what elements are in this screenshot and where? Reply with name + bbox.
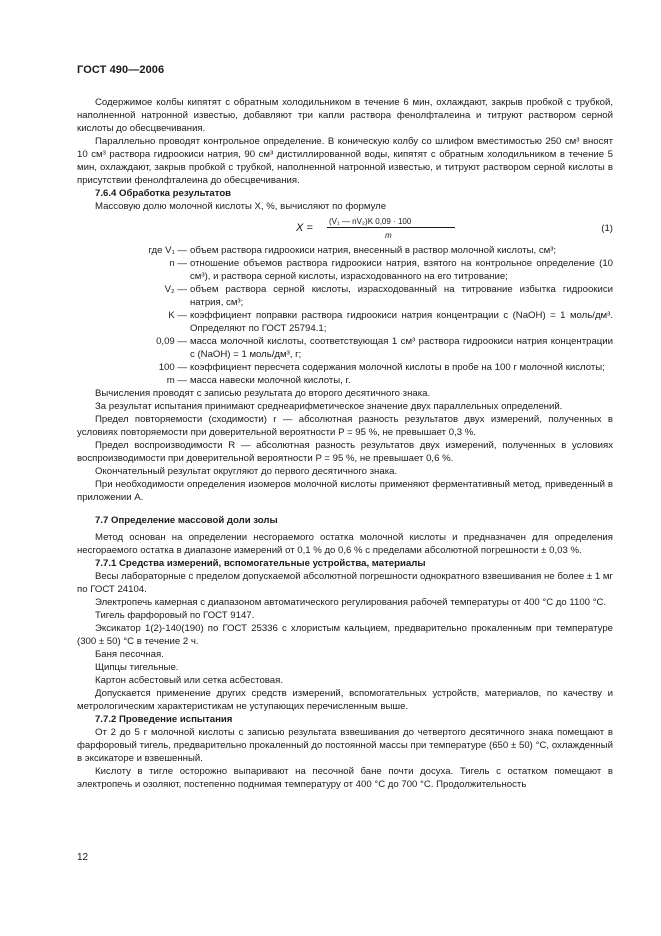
definition-row [77, 374, 613, 387]
definition-row [77, 244, 613, 257]
paragraph: Окончательный результат округляют до первого десятичного знака. [95, 466, 398, 477]
variable-definitions [77, 244, 613, 387]
section-heading-7-6-4: 7.6.4 Обработка результатов [95, 188, 232, 199]
section-heading-7-7-1: 7.7.1 Средства измерений, вспомогательные устройства, материалы [95, 558, 426, 569]
paragraph: Параллельно проводят контрольное определение. В коническую колбу со шлифом вместимостью 250 см³ вносят 10 см³ раствора гидроокиси натрия, 90 см³ дистиллированной воды, кипятят с обратным холодильником в течение 5 мин, охлаждают, закрыв пробкой с трубкой, наполненной натронной известью, и титруют раствором серной кислоты в присутствии фенолфталеина до обесцвечивания. [77, 136, 613, 186]
definition-term: m — [166, 375, 187, 386]
paragraph: Кислоту в тигле осторожно выпаривают на песочной бане почти досуха. Тигель с остатком помещают в электропечь и озоляют, постепенно поднимая температуру от 400 °С до 700 °С. Продолжительность [77, 766, 613, 790]
definition-row [77, 361, 613, 374]
definition-text: объем раствора серной кислоты, израсходованный на титрование избытка гидроокиси натрия, см³; [190, 284, 613, 308]
paragraph: Содержимое колбы кипятят с обратным холодильником в течение 6 мин, охлаждают, закрыв пробкой с трубкой, наполненной натронной известью, добавляют три капли раствора фенолфталеина и титруют раствором серной кислоты до обесцвечивания. [77, 97, 613, 134]
definition-term: V₂ — [164, 284, 187, 295]
paragraph: Электропечь камерная с диапазоном автоматического регулирования рабочей температуры от 400 °С до 1100 °С. [95, 597, 607, 608]
paragraph: Предел воспроизводимости R — абсолютная разность результатов двух измерений, полученных в условиях воспроизводимости при доверительной вероятности P = 95 %, не превышает 0,6 %. [77, 440, 613, 464]
definition-text: коэффициент поправки раствора гидроокиси натрия концентрации c (NaOH) = 1 моль/дм³. Определяют по ГОСТ 25794.1; [190, 310, 613, 334]
definition-term: 0,09 — [156, 336, 187, 347]
page-number: 12 [77, 852, 89, 863]
formula-numerator: (V₁ — nV₂)K 0,09 · 100 [329, 217, 412, 226]
paragraph: Баня песочная. [95, 649, 164, 660]
definition-text: отношение объемов раствора гидроокиси натрия, взятого на контрольное определение (10 см³), и раствора серной кислоты, израсходованного на его титрование; [190, 258, 613, 282]
formula-lhs: X = [296, 222, 313, 234]
formula-denominator: m [385, 231, 392, 240]
paragraph: Щипцы тигельные. [95, 662, 179, 673]
section-heading-7-7: 7.7 Определение массовой доли золы [95, 515, 278, 526]
formula-intro: Массовую долю молочной кислоты X, %, вычисляют по формуле [95, 201, 387, 212]
definition-term: где V₁ — [148, 245, 187, 256]
paragraph: Метод основан на определении несгораемого остатка молочной кислоты и предназначен для определения несгораемого остатка в диапазоне измерений от 0,1 % до 0,6 % с пределами абсолютной погрешности ± 0,03 %. [77, 532, 613, 556]
definition-text: объем раствора гидроокиси натрия, внесенный в раствор молочной кислоты, см³; [190, 245, 557, 256]
paragraph: От 2 до 5 г молочной кислоты с записью результата взвешивания до четвертого десятичного знака помещают в фарфоровый тигель, предварительно прокаленный до постоянной массы при температуре (650 ± 50) °С, охлажденный в эксикаторе и взвешенный. [77, 727, 613, 764]
paragraph: При необходимости определения изомеров молочной кислоты применяют ферментативный метод, приведенный в приложении А. [77, 479, 613, 503]
page-content [77, 96, 613, 791]
paragraph: Весы лабораторные с пределом допускаемой абсолютной погрешности однократного взвешивания не более ± 1 мг по ГОСТ 24104. [77, 571, 613, 595]
definition-text: коэффициент пересчета содержания молочной кислоты в пробе на 100 г молочной кислоты; [190, 362, 605, 373]
fraction-bar [327, 227, 455, 228]
definition-row [77, 335, 613, 361]
paragraph: За результат испытания принимают среднеарифметическое значение двух параллельных определений. [95, 401, 563, 412]
paragraph: Вычисления проводят с записью результата до второго десятичного знака. [95, 388, 431, 399]
definition-text: масса навески молочной кислоты, г. [190, 375, 351, 386]
paragraph: Допускается применение других средств измерений, вспомогательных устройств, материалов, по качеству и метрологическим характеристикам не уступающих перечисленным выше. [77, 688, 613, 712]
paragraph: Эксикатор 1(2)-140(190) по ГОСТ 25336 с хлористым кальцием, предварительно прокаленным при температуре (300 ± 50) °С в течение 2 ч. [77, 623, 613, 647]
paragraph: Тигель фарфоровый по ГОСТ 9147. [95, 610, 255, 621]
definition-term: 100 — [158, 362, 187, 373]
equation-number: (1) [601, 223, 613, 234]
section-heading-7-7-2: 7.7.2 Проведение испытания [95, 714, 233, 725]
definition-row [77, 309, 613, 335]
formula-1 [77, 215, 613, 241]
definition-text: масса молочной кислоты, соответствующая 1 см³ раствора гидроокиси натрия концентрации c (NaOH) = 1 моль/дм³, г; [190, 336, 613, 360]
paragraph: Картон асбестовый или сетка асбестовая. [95, 675, 283, 686]
definition-term: K — [168, 310, 187, 321]
paragraph: Предел повторяемости (сходимости) r — абсолютная разность результатов двух измерений, полученных в условиях повторяемости при доверительной вероятности P = 95 %, не превышает 0,3 %. [77, 414, 613, 438]
definition-row [77, 283, 613, 309]
definition-term: n — [169, 258, 187, 269]
page-header: ГОСТ 490—2006 [77, 64, 165, 76]
definition-row [77, 257, 613, 283]
